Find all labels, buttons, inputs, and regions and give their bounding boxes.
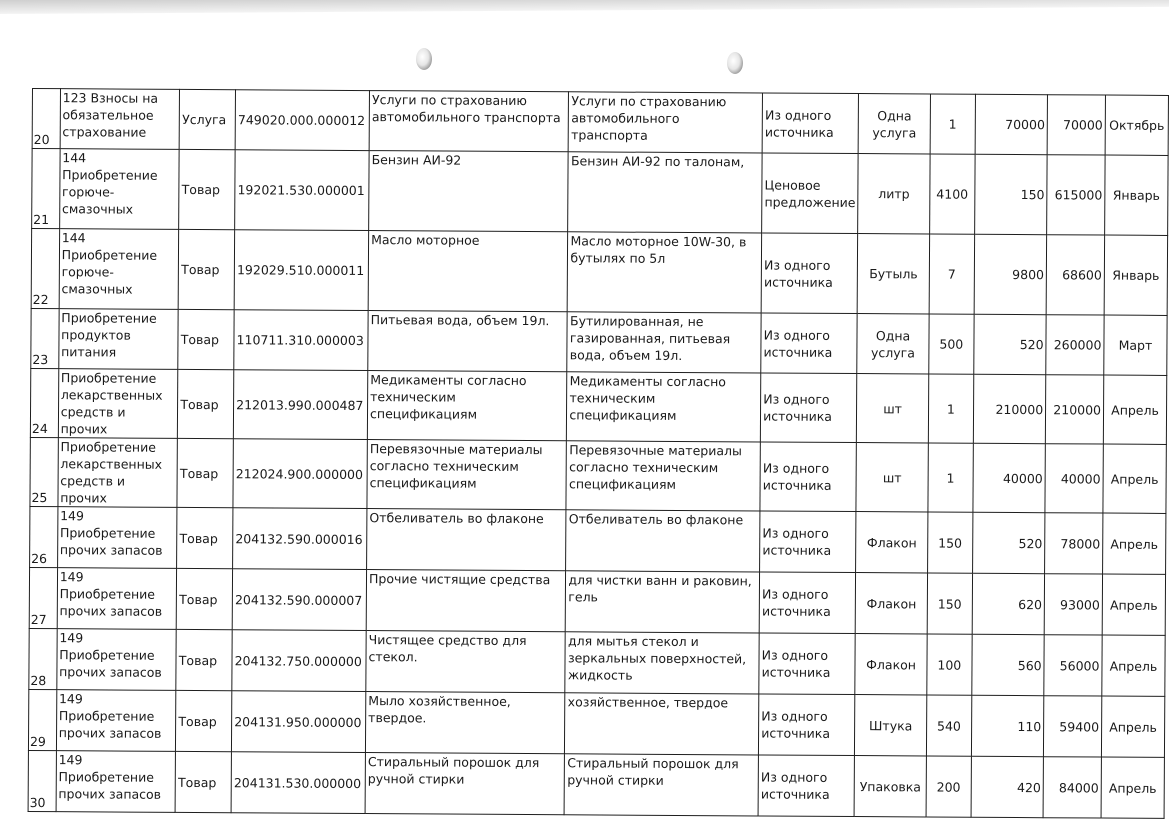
item-description: для мытья стекол и зеркальных поверхностей, жидкость [565, 632, 759, 694]
item-description: Медикаменты согласно техническим спецификациям [567, 372, 761, 442]
budget-item-name: 149 Приобретение прочих запасов [56, 690, 176, 752]
item-type: Товар [178, 309, 234, 369]
total-sum: 210000 [1045, 375, 1103, 444]
row-number: 25 [30, 437, 58, 506]
planned-month: Апрель [1101, 757, 1164, 818]
row-number: 29 [28, 689, 56, 750]
planned-month: Апрель [1102, 574, 1165, 635]
unit-of-measure: Одна услуга [858, 94, 930, 154]
total-sum: 260000 [1046, 315, 1104, 375]
item-code: 110711.310.000003 [234, 310, 368, 371]
planned-month: Апрель [1103, 444, 1166, 513]
item-description: Отбеливатель во флаконе [566, 510, 760, 572]
item-type: Товар [175, 751, 231, 812]
quantity: 4100 [930, 154, 975, 234]
unit-price: 620 [972, 573, 1045, 634]
unit-price: 420 [971, 756, 1044, 817]
row-number: 22 [31, 229, 59, 309]
quantity: 150 [927, 573, 972, 634]
row-number: 21 [32, 149, 60, 229]
quantity: 500 [929, 314, 974, 374]
quantity: 100 [927, 634, 972, 695]
item-type: Услуга [179, 89, 235, 149]
row-number: 28 [29, 628, 57, 689]
item-code: 192029.510.000011 [234, 230, 368, 311]
item-code: 204132.590.000007 [232, 569, 366, 631]
item-type: Товар [176, 690, 232, 751]
table-row [29, 567, 1165, 635]
total-sum: 84000 [1043, 757, 1101, 818]
unit-price: 520 [974, 314, 1047, 374]
budget-item-name: Приобретение лекарственных средств и прочих [58, 369, 178, 439]
scan-edge [0, 0, 1169, 14]
unit-of-measure: Одна услуга [857, 314, 929, 374]
item-code: 212024.900.000000 [233, 439, 367, 509]
budget-item-name: 149 Приобретение прочих запасов [57, 507, 177, 569]
total-sum: 56000 [1044, 635, 1102, 696]
budget-item-name: 149 Приобретение прочих запасов [56, 751, 176, 813]
item-description: Бутилированная, не газированная, питьевая вода, объем 19л. [567, 312, 761, 373]
row-number: 27 [29, 567, 57, 628]
planned-month: Январь [1105, 155, 1169, 235]
planned-month: Октябрь [1105, 95, 1168, 155]
budget-item-name: 144 Приобретение горюче-смазочных [59, 149, 179, 230]
item-description: Перевязочные материалы согласно техническим спецификациям [566, 441, 760, 511]
item-title: Медикаменты согласно техническим спецификациям [367, 371, 567, 441]
planned-month: Апрель [1103, 513, 1166, 574]
row-number: 20 [32, 89, 60, 149]
table-body [28, 89, 1168, 819]
unit-price: 9800 [974, 234, 1047, 314]
item-title: Услуги по страхованию автомобильного транспорта [369, 91, 569, 152]
item-description: хозяйственное, твердое [565, 693, 759, 755]
procurement-table-page [28, 88, 1169, 819]
quantity: 150 [928, 512, 973, 573]
quantity: 1 [928, 374, 973, 443]
item-title: Бензин АИ-92 [369, 151, 569, 232]
item-description: Услуги по страхованию автомобильного транспорта [569, 92, 763, 153]
unit-of-measure: Штука [855, 695, 927, 756]
item-code: 204132.590.000016 [233, 508, 367, 570]
quantity: 1 [928, 443, 973, 512]
table-row [29, 628, 1165, 696]
row-number: 26 [30, 506, 58, 567]
item-type: Товар [178, 229, 234, 309]
table-row [30, 437, 1166, 513]
item-title: Чистящее средство для стекол. [366, 631, 566, 693]
item-title: Отбеливатель во флаконе [367, 509, 567, 571]
table-row [32, 89, 1168, 156]
unit-price: 150 [974, 154, 1047, 234]
item-code: 212013.990.000487 [233, 370, 367, 440]
item-code: 204131.530.000000 [231, 752, 365, 814]
procurement-method: Из одного источника [762, 93, 858, 154]
quantity: 540 [926, 695, 971, 756]
item-title: Мыло хозяйственное, твердое. [365, 692, 565, 754]
unit-of-measure: литр [858, 154, 930, 234]
unit-of-measure: шт [856, 443, 928, 512]
procurement-method: Из одного источника [760, 511, 856, 573]
row-number: 23 [31, 308, 59, 368]
table-row [31, 308, 1167, 375]
unit-price: 70000 [975, 94, 1048, 154]
item-title: Стиральный порошок для ручной стирки [365, 753, 565, 815]
punch-hole-left [416, 48, 432, 70]
unit-of-measure: Флакон [855, 634, 927, 695]
procurement-method: Ценовое предложение [762, 153, 859, 234]
unit-of-measure: Упаковка [854, 756, 926, 817]
budget-item-name: 149 Приобретение прочих запасов [57, 629, 177, 691]
total-sum: 68600 [1046, 235, 1104, 315]
total-sum: 93000 [1044, 574, 1102, 635]
item-title: Перевязочные материалы согласно техническим спецификациям [367, 440, 567, 510]
unit-price: 110 [971, 695, 1044, 756]
item-description: для чистки ванн и раковин, гель [566, 571, 760, 633]
item-type: Товар [177, 507, 233, 568]
quantity: 7 [929, 234, 974, 314]
planned-month: Март [1104, 315, 1167, 375]
item-type: Товар [179, 149, 235, 229]
table-row [30, 506, 1166, 574]
item-description: Стиральный порошок для ручной стирки [565, 754, 759, 816]
table-row [28, 689, 1164, 757]
item-type: Товар [176, 629, 232, 690]
item-code: 192021.530.000001 [235, 150, 369, 231]
procurement-method: Из одного источника [761, 373, 857, 443]
item-code: 204132.750.000000 [232, 630, 366, 692]
budget-item-name: 149 Приобретение прочих запасов [57, 568, 177, 630]
item-type: Товар [177, 438, 233, 507]
quantity: 1 [930, 94, 975, 154]
unit-of-measure: Флакон [856, 512, 928, 573]
procurement-method: Из одного источника [759, 694, 855, 756]
total-sum: 78000 [1045, 513, 1103, 574]
punch-hole-right [727, 52, 743, 74]
item-type: Товар [177, 568, 233, 629]
unit-price: 560 [972, 634, 1045, 695]
total-sum: 615000 [1047, 155, 1105, 235]
procurement-method: Из одного источника [759, 633, 855, 695]
procurement-method: Из одного источника [760, 442, 856, 512]
budget-item-name: 144 Приобретение горюче-смазочных [59, 229, 179, 310]
row-number: 30 [28, 750, 56, 811]
planned-month: Январь [1104, 235, 1168, 315]
item-title: Питьевая вода, объем 19л. [368, 311, 568, 372]
planned-month: Апрель [1103, 375, 1166, 444]
item-description: Бензин АИ-92 по талонам, [568, 152, 762, 233]
procurement-method: Из одного источника [759, 572, 855, 634]
unit-of-measure: шт [857, 374, 929, 443]
unit-price: 40000 [973, 443, 1046, 512]
budget-item-name: 123 Взносы на обязательное страхование [60, 89, 180, 150]
table-row [31, 229, 1167, 316]
budget-item-name: Приобретение продуктов питания [59, 309, 179, 370]
unit-of-measure: Флакон [855, 573, 927, 634]
item-code: 204131.950.000000 [232, 691, 366, 753]
total-sum: 40000 [1045, 444, 1103, 513]
procurement-method: Из одного источника [758, 755, 854, 817]
item-title: Прочие чистящие средства [366, 570, 566, 632]
unit-of-measure: Бутыль [857, 234, 929, 314]
item-type: Товар [178, 369, 234, 438]
procurement-method: Из одного источника [761, 313, 857, 374]
item-code: 749020.000.000012 [235, 90, 369, 151]
planned-month: Апрель [1102, 635, 1165, 696]
row-number: 24 [30, 368, 58, 437]
unit-price: 210000 [973, 374, 1046, 443]
procurement-table [28, 88, 1169, 819]
table-row [32, 149, 1168, 236]
total-sum: 70000 [1047, 95, 1105, 155]
planned-month: Апрель [1101, 696, 1164, 757]
unit-price: 520 [972, 512, 1045, 573]
table-row [30, 368, 1166, 444]
procurement-method: Из одного источника [761, 233, 858, 314]
table-row [28, 750, 1164, 818]
total-sum: 59400 [1044, 696, 1102, 757]
budget-item-name: Приобретение лекарственных средств и прочих [58, 438, 178, 508]
quantity: 200 [926, 756, 971, 817]
item-description: Масло моторное 10W-30, в бутылях по 5л [568, 232, 762, 313]
item-title: Масло моторное [368, 231, 568, 312]
